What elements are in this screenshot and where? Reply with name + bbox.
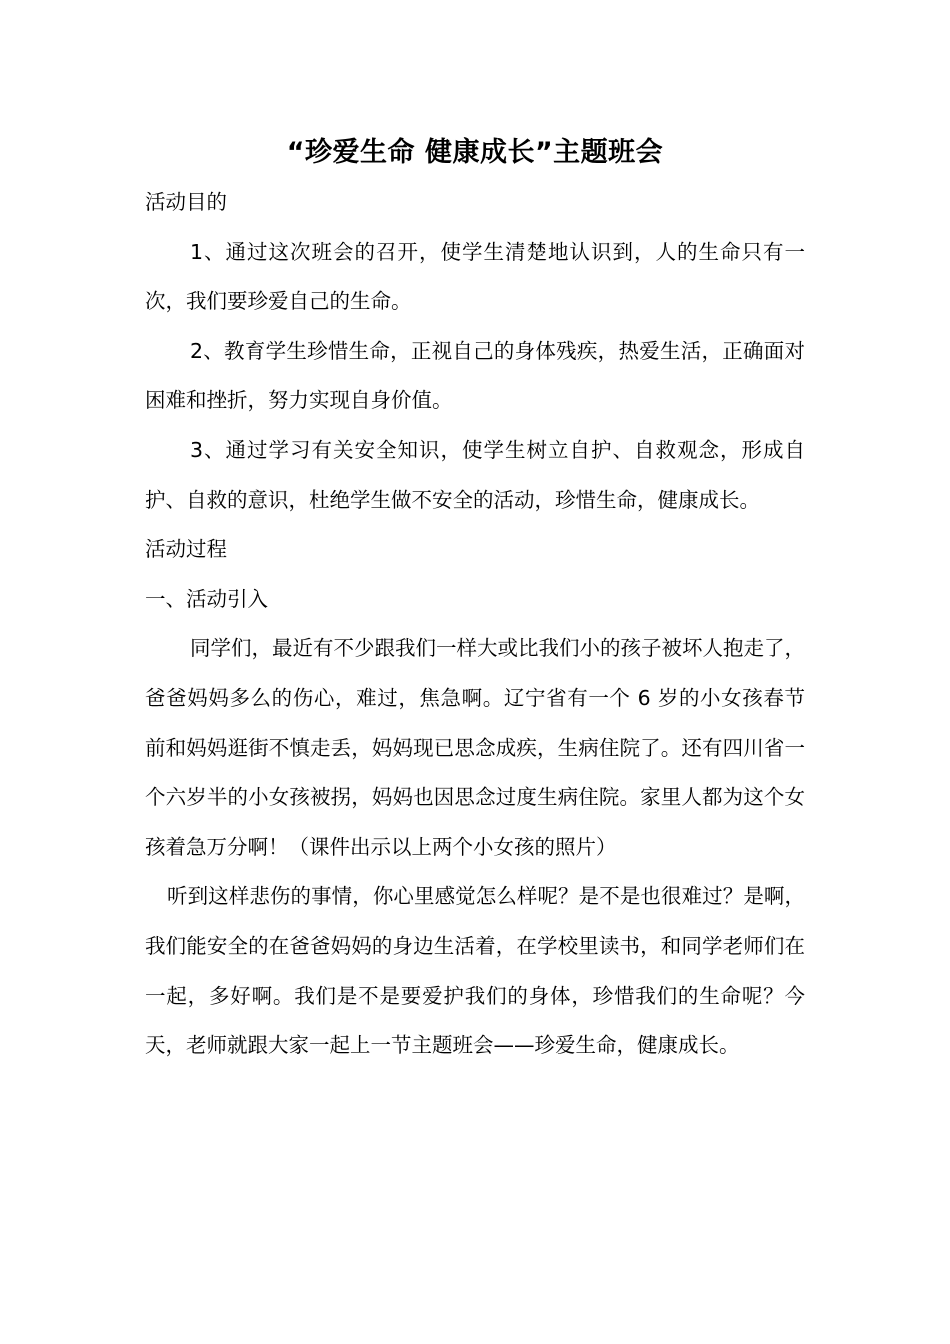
goal-item-2: 2、教育学生珍惜生命，正视自己的身体残疾，热爱生活，正确面对困难和挫折，努力实现自身价值。 <box>145 338 805 413</box>
section-heading-goals: 活动目的 <box>145 190 227 214</box>
subsection-heading-intro: 一、活动引入 <box>145 586 268 611</box>
goal-item-3: 3、通过学习有关安全知识，使学生树立自护、自救观念，形成自护、自救的意识，杜绝学生做不安全的活动，珍惜生命，健康成长。 <box>145 437 805 512</box>
goal-item-1: 1、通过这次班会的召开，使学生清楚地认识到，人的生命只有一次，我们要珍爱自己的生命。 <box>145 239 805 314</box>
intro-paragraph-2: 听到这样悲伤的事情，你心里感觉怎么样呢？是不是也很难过？是啊，我们能安全的在爸爸妈妈的身边生活着，在学校里读书，和同学老师们在一起，多好啊。我们是不是要爱护我们的身体，珍惜我们的生命呢？今天，老师就跟大家一起上一节主题班会——珍爱生命，健康成长。 <box>145 884 805 1058</box>
intro-paragraph-1: 同学们，最近有不少跟我们一样大或比我们小的孩子被坏人抱走了，爸爸妈妈多么的伤心，难过，焦急啊。辽宁省有一个 6 岁的小女孩春节前和妈妈逛街不慎走丢，妈妈现已思念成疾，生病住院了。还有四川省一个六岁半的小女孩被拐，妈妈也因思念过度生病住院。家里人都为这个女孩着急万分啊！（课件出示以上两个小女孩的照片） <box>145 636 805 859</box>
section-heading-process: 活动过程 <box>145 537 227 562</box>
document-title: “珍爱生命 健康成长”主题班会 <box>286 137 664 168</box>
document-page <box>145 128 805 1071</box>
